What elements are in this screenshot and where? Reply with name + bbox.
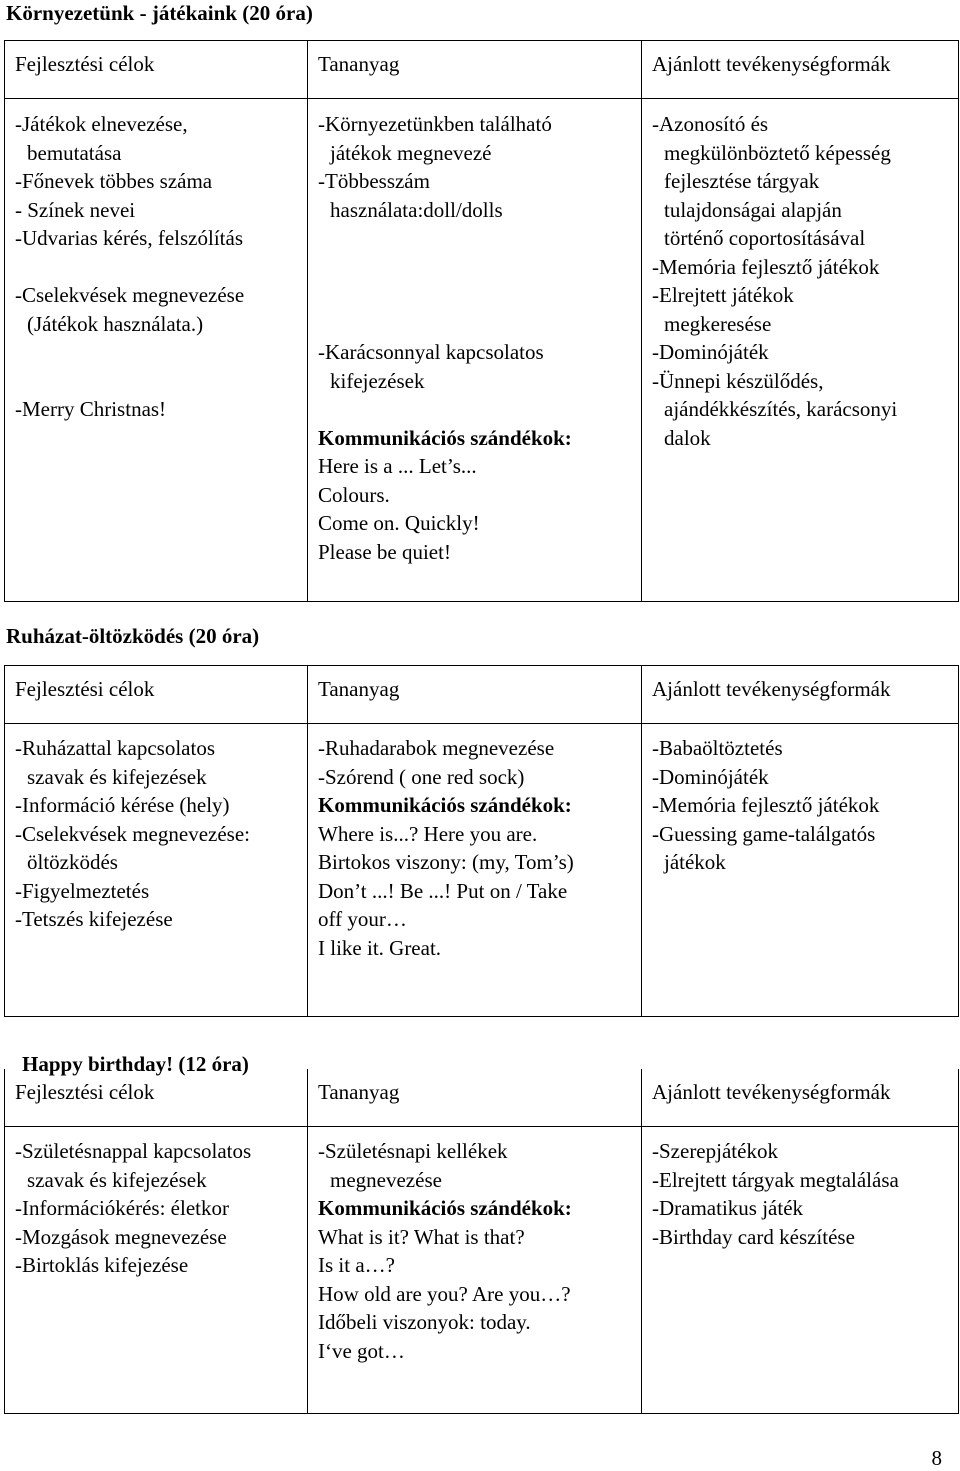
list-item: Come on. Quickly!: [318, 511, 480, 535]
list-item: -Információ kérése (hely): [15, 793, 230, 817]
list-item: -Születésnappal kapcsolatos: [15, 1139, 252, 1163]
list-item: -Elrejtett tárgyak megtalálása: [652, 1167, 899, 1192]
list-item: megkülönböztető képesség: [664, 140, 891, 165]
list-item: I like it. Great.: [318, 935, 442, 960]
header-goals: Fejlesztési célok: [5, 41, 308, 99]
header-activities: Ajánlott tevékenységformák: [642, 1069, 959, 1127]
list-item: -Ruhadarabok megnevezése: [318, 736, 555, 760]
list-item: -Cselekvések megnevezése:: [15, 821, 250, 846]
table-row: [5, 724, 959, 1017]
list-item: öltözködés: [27, 850, 118, 874]
list-item: -Karácsonnyal kapcsolatos: [318, 340, 544, 364]
activities-cell: [642, 1127, 959, 1414]
list-item: kifejezések: [330, 368, 425, 393]
goals-cell: [5, 1127, 308, 1414]
list-item: -Memória fejlesztő játékok: [652, 793, 880, 817]
list-item: fejlesztése tárgyak: [664, 169, 820, 193]
activities-cell: [642, 724, 959, 1017]
list-item: What is it? What is that?: [318, 1224, 525, 1249]
header-material: Tananyag: [308, 41, 642, 99]
clothing-table: [4, 665, 959, 1017]
header-activities: Ajánlott tevékenységformák: [642, 41, 959, 99]
section-title-clothing: Ruházat-öltözködés (20 óra): [6, 624, 260, 648]
list-item: -Dramatikus játék: [652, 1196, 804, 1220]
list-item: megnevezése: [330, 1167, 442, 1192]
header-activities: Ajánlott tevékenységformák: [642, 666, 959, 724]
list-item: Where is...? Here you are.: [318, 821, 538, 846]
list-item: -Birtoklás kifejezése: [15, 1253, 189, 1277]
list-item: (Játékok használata.): [27, 311, 204, 336]
list-item: -Cselekvések megnevezése: [15, 283, 245, 307]
list-item: -Ünnepi készülődés,: [652, 368, 824, 393]
list-item: ajándékkészítés, karácsonyi: [664, 397, 898, 421]
list-item: játékok: [664, 850, 726, 874]
list-item: -Figyelmeztetés: [15, 878, 150, 903]
table-row: [5, 1127, 959, 1414]
list-item: Please be quiet!: [318, 539, 451, 564]
list-item: I‘ve got…: [318, 1338, 405, 1363]
list-item: -Memória fejlesztő játékok: [652, 254, 880, 279]
list-item: -Azonosító és: [652, 112, 769, 136]
list-item: történő coportosításával: [664, 226, 866, 250]
list-item: bemutatása: [27, 140, 122, 165]
list-item: off your…: [318, 907, 407, 931]
section-title-birthday: Happy birthday! (12 óra): [22, 1052, 249, 1076]
list-item: -Szerepjátékok: [652, 1139, 778, 1163]
communication-heading: Kommunikációs szándékok:: [318, 1196, 572, 1220]
list-item: -Születésnapi kellékek: [318, 1139, 508, 1163]
table-row: [5, 99, 959, 602]
list-item: -Elrejtett játékok: [652, 283, 794, 307]
page-number: 8: [931, 1446, 942, 1470]
list-item: használata:doll/dolls: [330, 197, 503, 222]
list-item: -Főnevek többes száma: [15, 169, 213, 193]
list-item: Birtokos viszony: (my, Tom’s): [318, 850, 574, 874]
list-item: dalok: [664, 425, 711, 450]
list-item: -Többesszám: [318, 169, 430, 193]
list-item: Here is a ... Let’s...: [318, 454, 477, 478]
communication-heading: Kommunikációs szándékok:: [318, 793, 572, 817]
list-item: Don’t ...! Be ...! Put on / Take: [318, 878, 568, 903]
list-item: -Guessing game-találgatós: [652, 821, 876, 846]
list-item: -Információkérés: életkor: [15, 1196, 229, 1220]
list-item: How old are you? Are you…?: [318, 1281, 571, 1306]
list-item: -Környezetünkben található: [318, 112, 552, 136]
goals-cell: [5, 99, 308, 602]
list-item: szavak és kifejezések: [27, 1167, 207, 1192]
table-header-row: [5, 41, 959, 99]
list-item: -Mozgások megnevezése: [15, 1224, 227, 1249]
list-item: -Babaöltöztetés: [652, 736, 783, 760]
communication-heading: Kommunikációs szándékok:: [318, 425, 572, 450]
section-title-toys: Környezetünk - játékaink (20 óra): [6, 1, 313, 25]
list-item: -Udvarias kérés, felszólítás: [15, 226, 243, 250]
birthday-table: [4, 1069, 959, 1414]
activities-cell: [642, 99, 959, 602]
list-item: Időbeli viszonyok: today.: [318, 1310, 531, 1334]
list-item: -Játékok elnevezése,: [15, 112, 188, 136]
list-item: megkeresése: [664, 311, 772, 336]
list-item: -Dominójáték: [652, 764, 769, 789]
list-item: játékok megnevezé: [330, 140, 492, 165]
material-cell: [308, 724, 642, 1017]
list-item: tulajdonságai alapján: [664, 197, 842, 222]
table-header-row: [5, 666, 959, 724]
list-item: -Birthday card készítése: [652, 1224, 855, 1249]
goals-cell: [5, 724, 308, 1017]
list-item: -Merry Christnas!: [15, 397, 167, 421]
header-goals: Fejlesztési célok: [5, 1069, 308, 1127]
table-header-row: [5, 1069, 959, 1127]
list-item: Is it a…?: [318, 1253, 395, 1277]
list-item: szavak és kifejezések: [27, 764, 207, 789]
list-item: -Tetszés kifejezése: [15, 907, 173, 931]
list-item: -Dominójáték: [652, 340, 769, 364]
list-item: Colours.: [318, 482, 390, 507]
header-material: Tananyag: [308, 1069, 642, 1127]
list-item: -Ruházattal kapcsolatos: [15, 736, 216, 760]
header-material: Tananyag: [308, 666, 642, 724]
list-item: - Színek nevei: [15, 197, 136, 222]
material-cell: [308, 99, 642, 602]
toys-table: [4, 40, 959, 602]
header-goals: Fejlesztési célok: [5, 666, 308, 724]
list-item: -Szórend ( one red sock): [318, 764, 525, 789]
material-cell: [308, 1127, 642, 1414]
